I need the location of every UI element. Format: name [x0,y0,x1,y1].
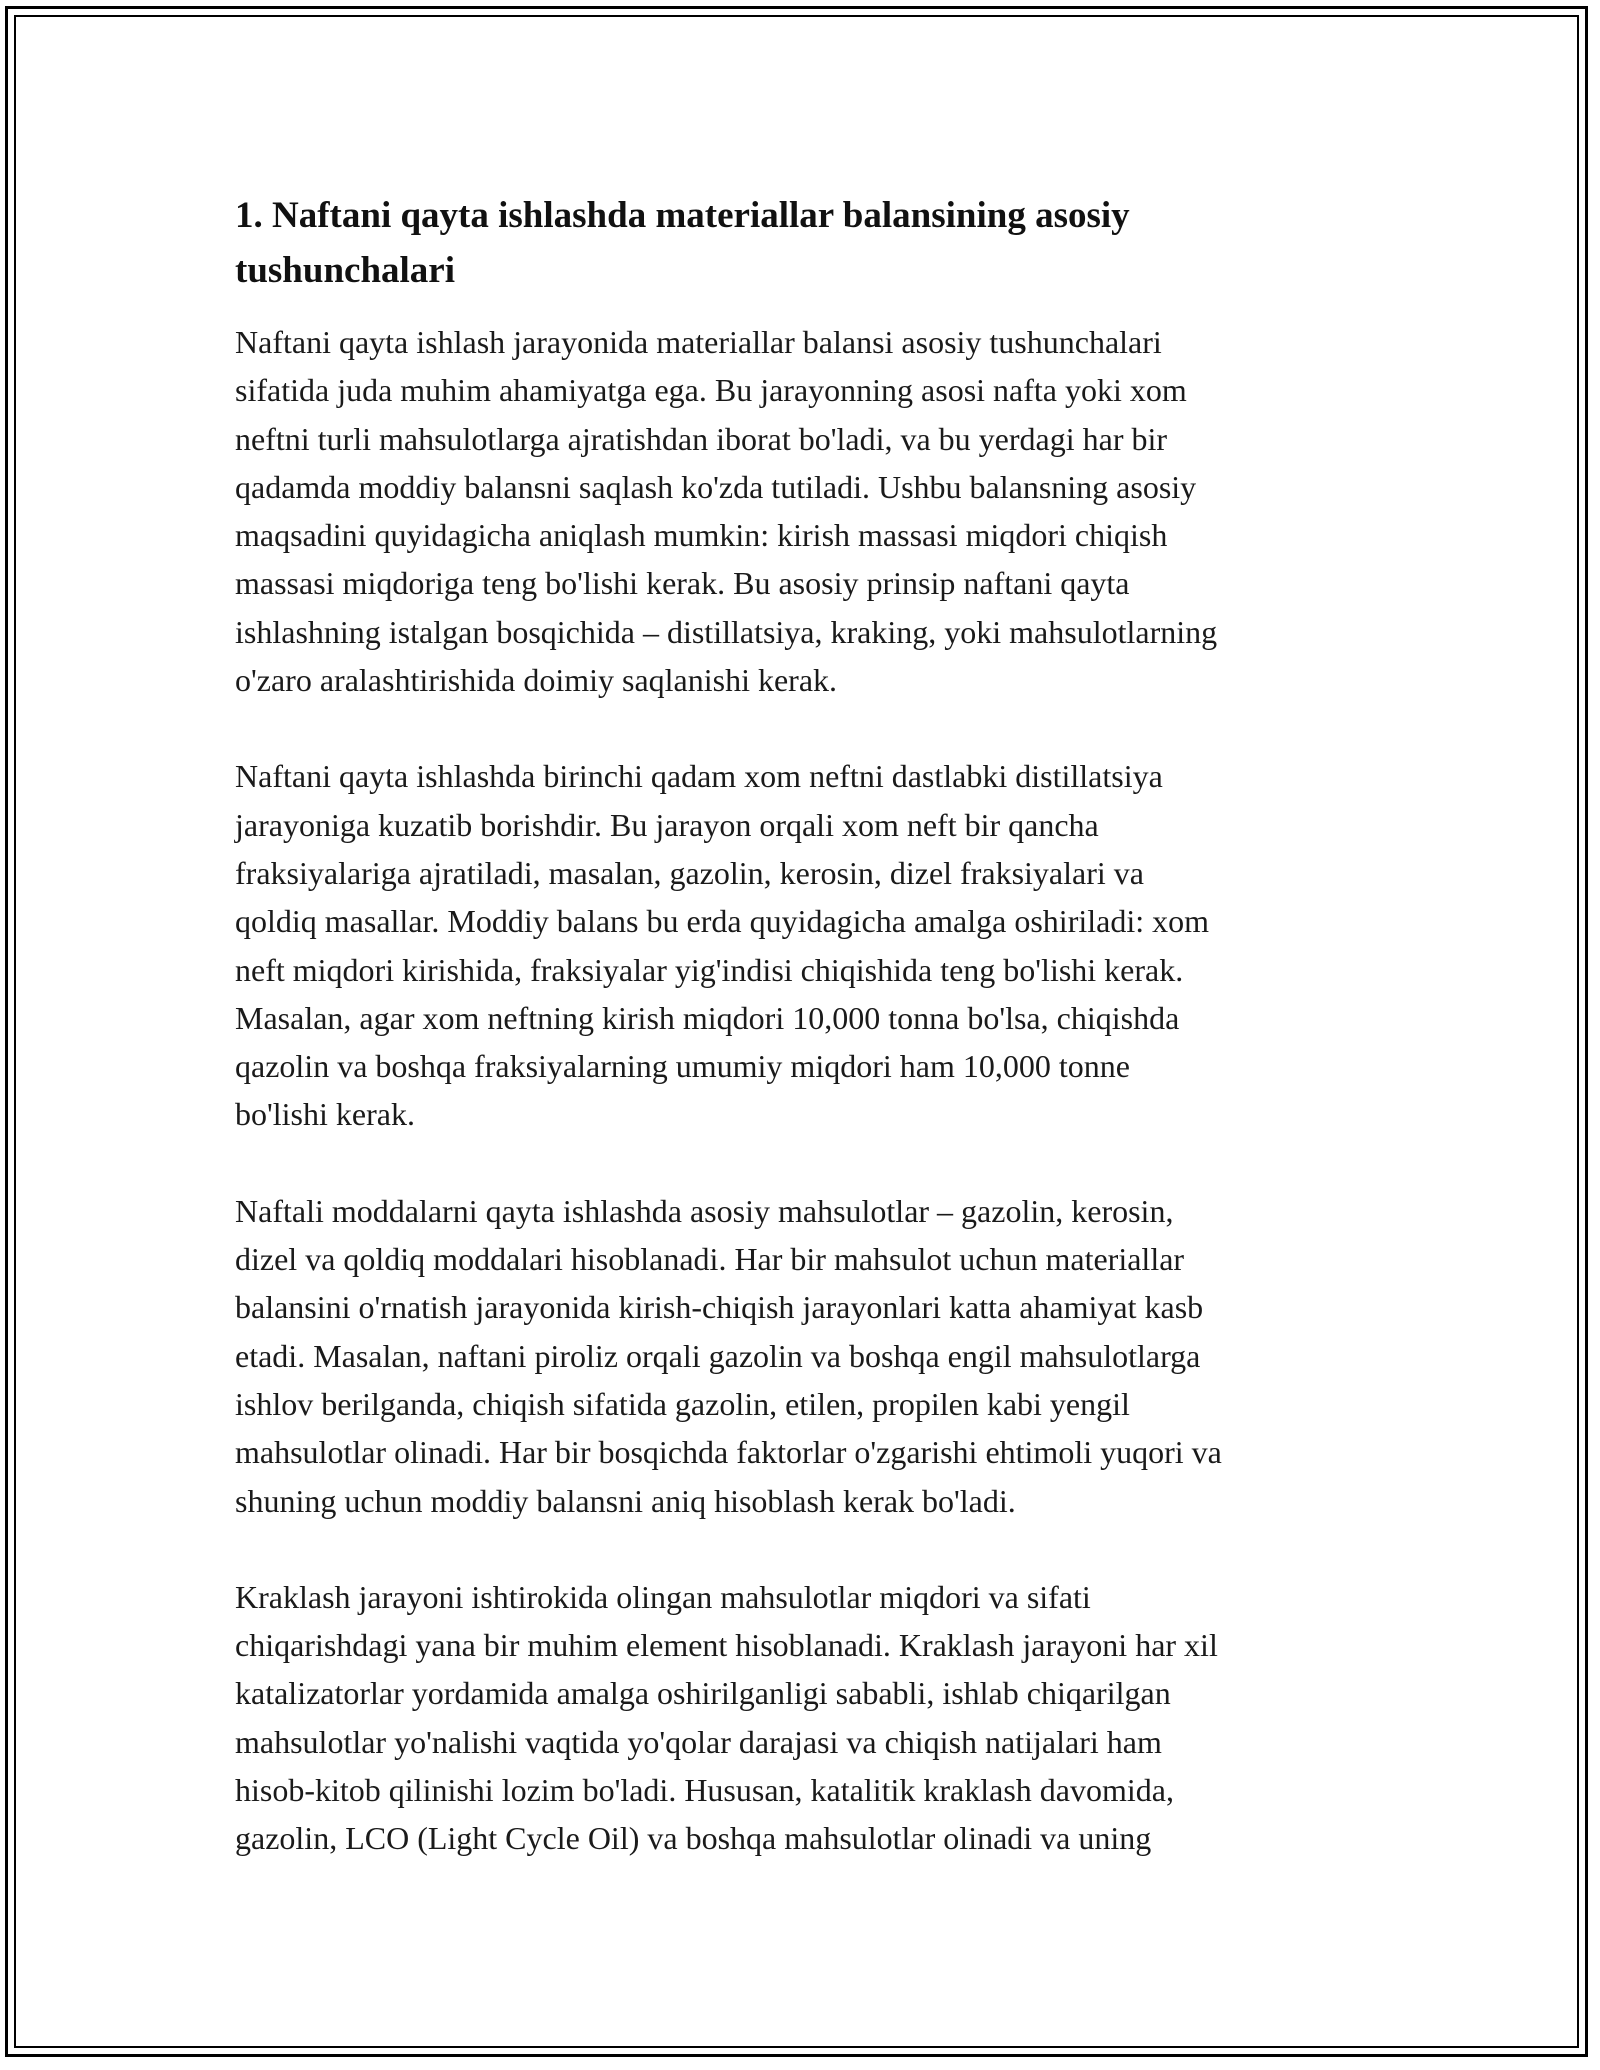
paragraph-line: Naftali moddalarni qayta ishlashda asosiy mahsulotlar – gazolin, kerosin, [235,1192,1174,1229]
section-title-line: tushunchalari [235,250,456,291]
paragraph-line: hisob-kitob qilinishi lozim bo'ladi. Hususan, katalitik kraklash davomida, [235,1772,1174,1809]
paragraph-line: qadamda moddiy balansni saqlash ko'zda tutiladi. Ushbu balansning asosiy [235,468,1197,505]
paragraph-line: Masalan, agar xom neftning kirish miqdori 10,000 tonna bo'lsa, chiqishda [235,999,1180,1036]
paragraph-line: etadi. Masalan, naftani piroliz orqali gazolin va boshqa engil mahsulotlarga [235,1337,1201,1374]
paragraph-line: chiqarishdagi yana bir muhim element hisoblanadi. Kraklash jarayoni har xil [235,1627,1218,1664]
paragraph-line: mahsulotlar olinadi. Har bir bosqichda faktorlar o'zgarishi ehtimoli yuqori va [235,1434,1222,1471]
paragraph-line: balansini o'rnatish jarayonida kirish-chiqish jarayonlari katta ahamiyat kasb [235,1289,1204,1326]
paragraph [235,1187,1370,1525]
paragraph-line: sifatida juda muhim ahamiyatga ega. Bu jarayonning asosi nafta yoki xom [235,372,1187,409]
paragraph [235,752,1370,1138]
paragraph-line: fraksiyalariga ajratiladi, masalan, gazolin, kerosin, dizel fraksiyalari va [235,854,1144,891]
section-title [235,188,1370,298]
paragraph-line: bo'lishi kerak. [235,1096,415,1133]
document-body [235,188,1370,1911]
paragraph-line: shuning uchun moddiy balansni aniq hisoblash kerak bo'ladi. [235,1482,1016,1519]
section-title-line: 1. Naftani qayta ishlashda materiallar balansining asosiy [235,195,1130,236]
paragraph-line: massasi miqdoriga teng bo'lishi kerak. Bu asosiy prinsip naftani qayta [235,565,1130,602]
paragraph-line: ishlov berilganda, chiqish sifatida gazolin, etilen, propilen kabi yengil [235,1385,1130,1422]
paragraph-line: Naftani qayta ishlashda birinchi qadam xom neftni dastlabki distillatsiya [235,758,1163,795]
paragraph-line: katalizatorlar yordamida amalga oshirilganligi sababli, ishlab chiqarilgan [235,1675,1171,1712]
paragraph-line: jarayoniga kuzatib borishdir. Bu jarayon orqali xom neft bir qancha [235,806,1099,843]
paragraph [235,1573,1370,1863]
paragraph-line: neft miqdori kirishida, fraksiyalar yig'indisi chiqishida teng bo'lishi kerak. [235,951,1184,988]
paragraph [235,318,1370,704]
paragraph-line: Kraklash jarayoni ishtirokida olingan mahsulotlar miqdori va sifati [235,1578,1091,1615]
paragraph-line: gazolin, LCO (Light Cycle Oil) va boshqa mahsulotlar olinadi va uning [235,1820,1152,1857]
paragraph-line: ishlashning istalgan bosqichida – distillatsiya, kraking, yoki mahsulotlarning [235,613,1218,650]
paragraph-line: mahsulotlar yo'nalishi vaqtida yo'qolar darajasi va chiqish natijalari ham [235,1723,1162,1760]
paragraph-line: Naftani qayta ishlash jarayonida materiallar balansi asosiy tushunchalari [235,324,1162,360]
paragraph-line: qazolin va boshqa fraksiyalarning umumiy miqdori ham 10,000 tonne [235,1048,1130,1085]
paragraph-line: o'zaro aralashtirishida doimiy saqlanishi kerak. [235,662,838,699]
paragraph-line: maqsadini quyidagicha aniqlash mumkin: kirish massasi miqdori chiqish [235,517,1168,554]
paragraph-line: dizel va qoldiq moddalari hisoblanadi. Har bir mahsulot uchun materiallar [235,1241,1185,1278]
paragraph-line: qoldiq masallar. Moddiy balans bu erda quyidagicha amalga oshiriladi: xom [235,903,1209,940]
paragraph-line: neftni turli mahsulotlarga ajratishdan iborat bo'ladi, va bu yerdagi har bir [235,420,1168,457]
